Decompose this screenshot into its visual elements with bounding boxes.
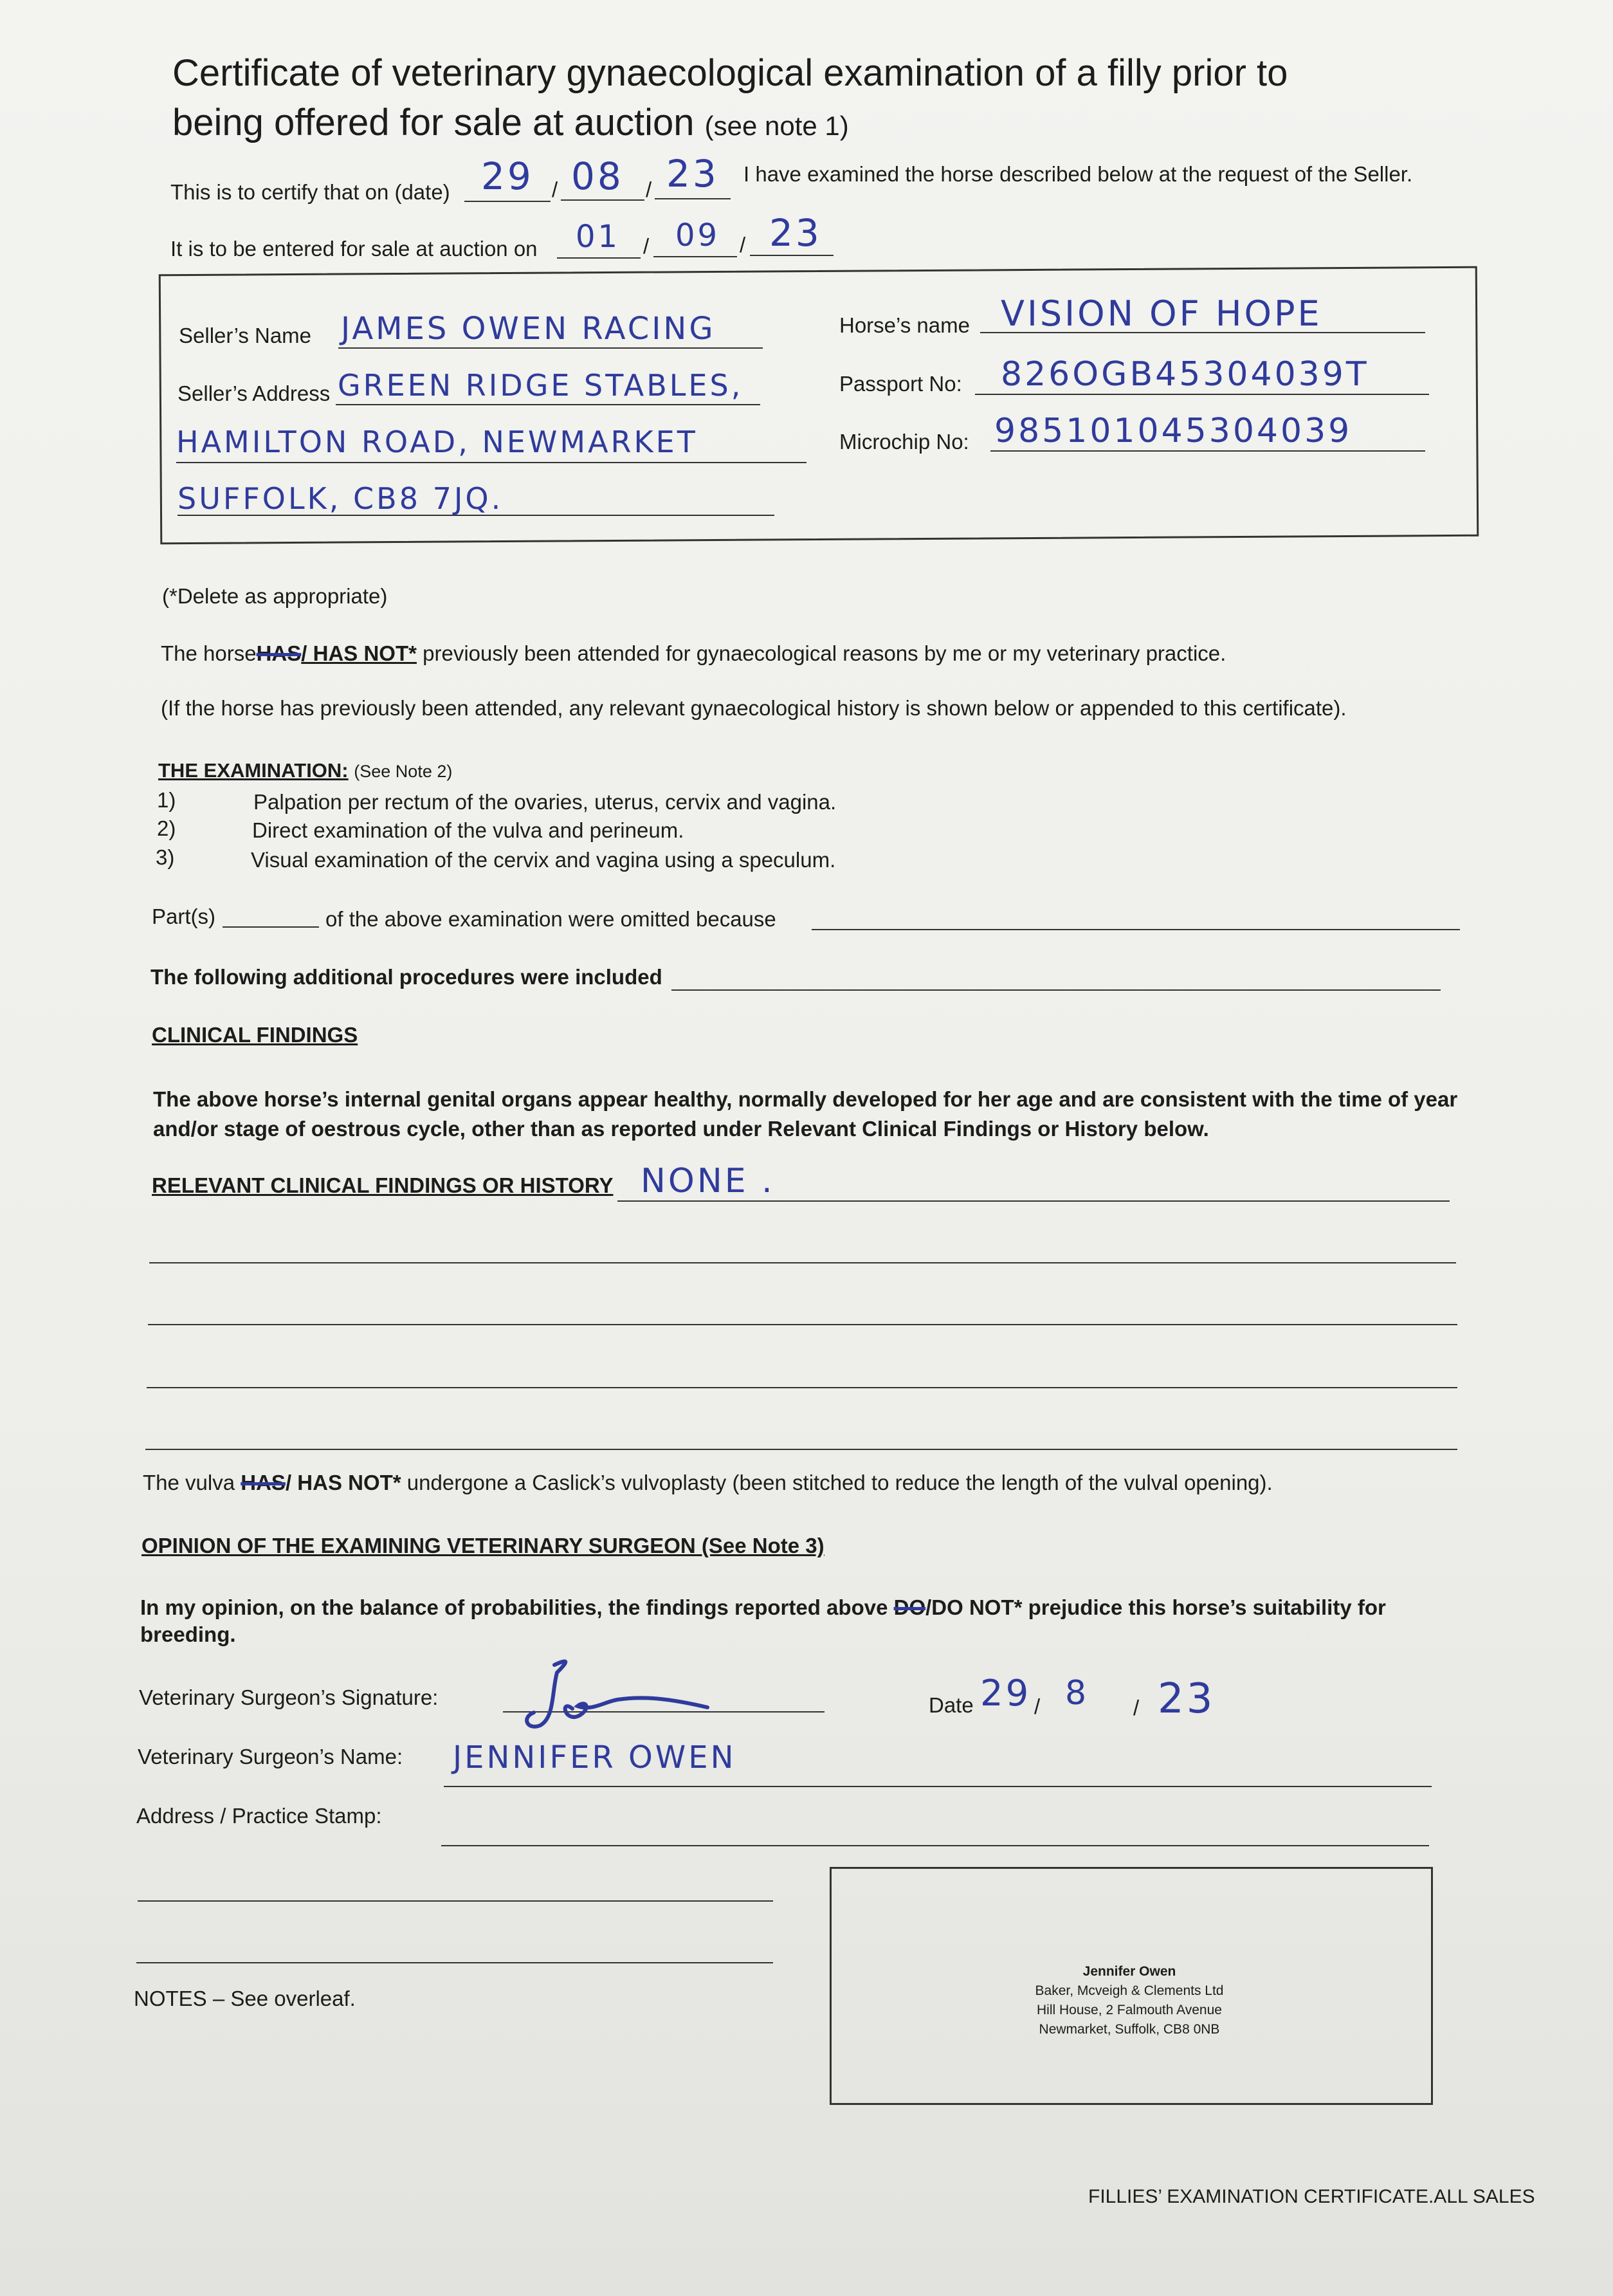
title-main: being offered for sale at auction	[172, 102, 695, 143]
footer-title: FILLIES’ EXAMINATION CERTIFICATE.ALL SALES	[1088, 2186, 1535, 2207]
passport-label: Passport No:	[839, 372, 962, 396]
auction-year[interactable]: 23	[769, 211, 822, 255]
exam-item-2: Direct examination of the vulva and perineum.	[252, 818, 684, 842]
certify-year[interactable]: 23	[666, 152, 719, 196]
address-stamp-label: Address / Practice Stamp:	[136, 1804, 382, 1828]
seller-address-label: Seller’s Address	[178, 381, 331, 405]
relevant-line-3[interactable]	[148, 1324, 1457, 1325]
slash: /	[740, 233, 746, 257]
address-line-3[interactable]	[136, 1962, 773, 1963]
seller-address-line-1[interactable]: GREEN RIDGE STABLES,	[338, 368, 743, 403]
vulva-has-struck: HAS	[241, 1471, 286, 1494]
date-year[interactable]: 23	[1158, 1675, 1216, 1723]
microchip-line	[990, 450, 1425, 452]
title-note: (see note 1)	[704, 111, 849, 141]
certify-year-line	[655, 198, 731, 199]
stamp-name: Jennifer Owen	[1082, 1964, 1176, 1979]
slash: /	[1133, 1696, 1140, 1720]
date-label: Date	[929, 1693, 974, 1717]
passport-number[interactable]: 826OGB45304039T	[1001, 355, 1369, 394]
exam-item-1-num: 1)	[157, 788, 176, 812]
auction-month[interactable]: 09	[675, 217, 720, 253]
relevant-value[interactable]: NONE .	[641, 1162, 775, 1200]
clinical-para-2: and/or stage of oestrous cycle, other than as reported under Relevant Clinical Findings or History below.	[153, 1117, 1209, 1141]
opinion-line-2: breeding.	[140, 1622, 236, 1646]
slash: /	[1034, 1694, 1041, 1718]
horse-name-label: Horse’s name	[839, 313, 970, 337]
auction-year-line	[750, 255, 834, 256]
certify-month-line	[561, 199, 644, 201]
attended-suffix: previously been attended for gynaecological reasons by me or my veterinary practice.	[423, 641, 1226, 665]
additional-label: The following additional procedures were included	[150, 965, 662, 989]
clinical-para-1: The above horse’s internal genital organs appear healthy, normally developed for her age and are consistent with the time of year	[153, 1087, 1458, 1111]
practice-stamp	[1001, 1962, 1258, 2039]
auction-day-line	[557, 257, 641, 259]
signature-scrawl-icon[interactable]	[495, 1653, 727, 1737]
seller-name[interactable]: JAMES OWEN RACING	[341, 311, 716, 347]
attended-line	[161, 641, 1226, 666]
examination-heading	[158, 759, 452, 782]
attended-has-struck: HAS	[256, 641, 302, 665]
omitted-parts-line[interactable]	[223, 926, 319, 928]
opinion-do-struck: DO	[893, 1595, 926, 1619]
seller-name-label: Seller’s Name	[179, 324, 312, 347]
slash: /	[643, 234, 650, 258]
relevant-line-2[interactable]	[149, 1262, 1456, 1263]
examination-note: (See Note 2)	[354, 762, 453, 781]
additional-line[interactable]	[671, 989, 1441, 991]
opinion-prefix: In my opinion, on the balance of probabilities, the findings reported above	[140, 1595, 888, 1619]
passport-line	[975, 394, 1429, 395]
seller-address-line-2-rule	[176, 462, 806, 463]
delete-note: (*Delete as appropriate)	[162, 584, 388, 608]
clinical-heading: CLINICAL FINDINGS	[152, 1023, 358, 1047]
vulva-has-not: / HAS NOT*	[285, 1471, 401, 1494]
examination-title: THE EXAMINATION:	[158, 759, 349, 782]
seller-address-line-1-rule	[336, 404, 760, 405]
vulva-suffix: undergone a Caslick’s vulvoplasty (been stitched to reduce the length of the vulval opening).	[406, 1471, 1273, 1494]
surgeon-name[interactable]: JENNIFER OWEN	[453, 1740, 736, 1776]
exam-item-3-num: 3)	[156, 845, 175, 869]
stamp-address: Hill House, 2 Falmouth Avenue	[1037, 2003, 1222, 2017]
exam-item-1: Palpation per rectum of the ovaries, uterus, cervix and vagina.	[253, 790, 837, 814]
seller-address-line-3[interactable]: SUFFOLK, CB8 7JQ.	[178, 481, 504, 516]
date-day[interactable]: 29	[980, 1673, 1032, 1714]
relevant-label: RELEVANT CLINICAL FINDINGS OR HISTORY	[152, 1173, 614, 1197]
history-note: (If the horse has previously been attended, any relevant gynaecological history is shown below or appended to this certificate).	[161, 696, 1347, 720]
signature-label: Veterinary Surgeon’s Signature:	[139, 1685, 439, 1709]
vulva-line	[143, 1471, 1273, 1495]
exam-item-2-num: 2)	[157, 816, 176, 840]
slash: /	[646, 178, 652, 201]
omitted-middle: of the above examination were omitted because	[325, 907, 776, 931]
certify-month[interactable]: 08	[571, 154, 624, 198]
exam-item-3: Visual examination of the cervix and vagina using a speculum.	[251, 848, 836, 872]
relevant-line-1	[617, 1200, 1450, 1202]
opinion-suffix: /DO NOT* prejudice this horse’s suitability for	[925, 1595, 1386, 1619]
omitted-prefix: Part(s)	[152, 905, 215, 928]
microchip-number[interactable]: 985101045304039	[994, 412, 1353, 450]
vulva-prefix: The vulva	[143, 1471, 235, 1494]
certify-prefix: This is to certify that on (date)	[170, 180, 450, 204]
certify-suffix: I have examined the horse described below at the request of the Seller.	[743, 162, 1413, 186]
seller-name-line	[338, 347, 763, 349]
opinion-line-1	[140, 1595, 1386, 1620]
auction-month-line	[653, 256, 737, 257]
relevant-line-4[interactable]	[147, 1387, 1457, 1388]
horse-name[interactable]: VISION OF HOPE	[1001, 293, 1322, 334]
address-line-2[interactable]	[138, 1900, 773, 1902]
auction-day[interactable]: 01	[576, 219, 621, 255]
signature-text	[1286, 1685, 1287, 1686]
title-line-2	[172, 100, 849, 149]
microchip-label: Microchip No:	[839, 430, 969, 454]
omitted-reason-line[interactable]	[812, 929, 1460, 930]
attended-has-not: / HAS NOT*	[301, 641, 417, 665]
certify-day-line	[464, 201, 551, 202]
seller-address-line-2[interactable]: HAMILTON ROAD, NEWMARKET	[176, 425, 698, 459]
opinion-heading: OPINION OF THE EXAMINING VETERINARY SURGEON (See Note 3)	[141, 1534, 825, 1557]
slash: /	[552, 178, 558, 201]
stamp-company: Baker, Mcveigh & Clements Ltd	[1035, 1983, 1224, 1998]
certify-day[interactable]: 29	[481, 154, 534, 198]
auction-prefix: It is to be entered for sale at auction on	[170, 237, 538, 261]
date-month[interactable]: 8	[1065, 1674, 1089, 1713]
stamp-town: Newmarket, Suffolk, CB8 0NB	[1039, 2022, 1220, 2037]
title-line-1: Certificate of veterinary gynaecological examination of a filly prior to	[172, 52, 1288, 94]
address-line-1[interactable]	[441, 1845, 1429, 1846]
surgeon-name-label: Veterinary Surgeon’s Name:	[138, 1745, 403, 1768]
notes-label: NOTES – See overleaf.	[134, 1987, 356, 2010]
surgeon-name-line	[444, 1786, 1432, 1787]
relevant-line-5[interactable]	[145, 1449, 1457, 1450]
attended-prefix: The horse	[161, 641, 257, 665]
